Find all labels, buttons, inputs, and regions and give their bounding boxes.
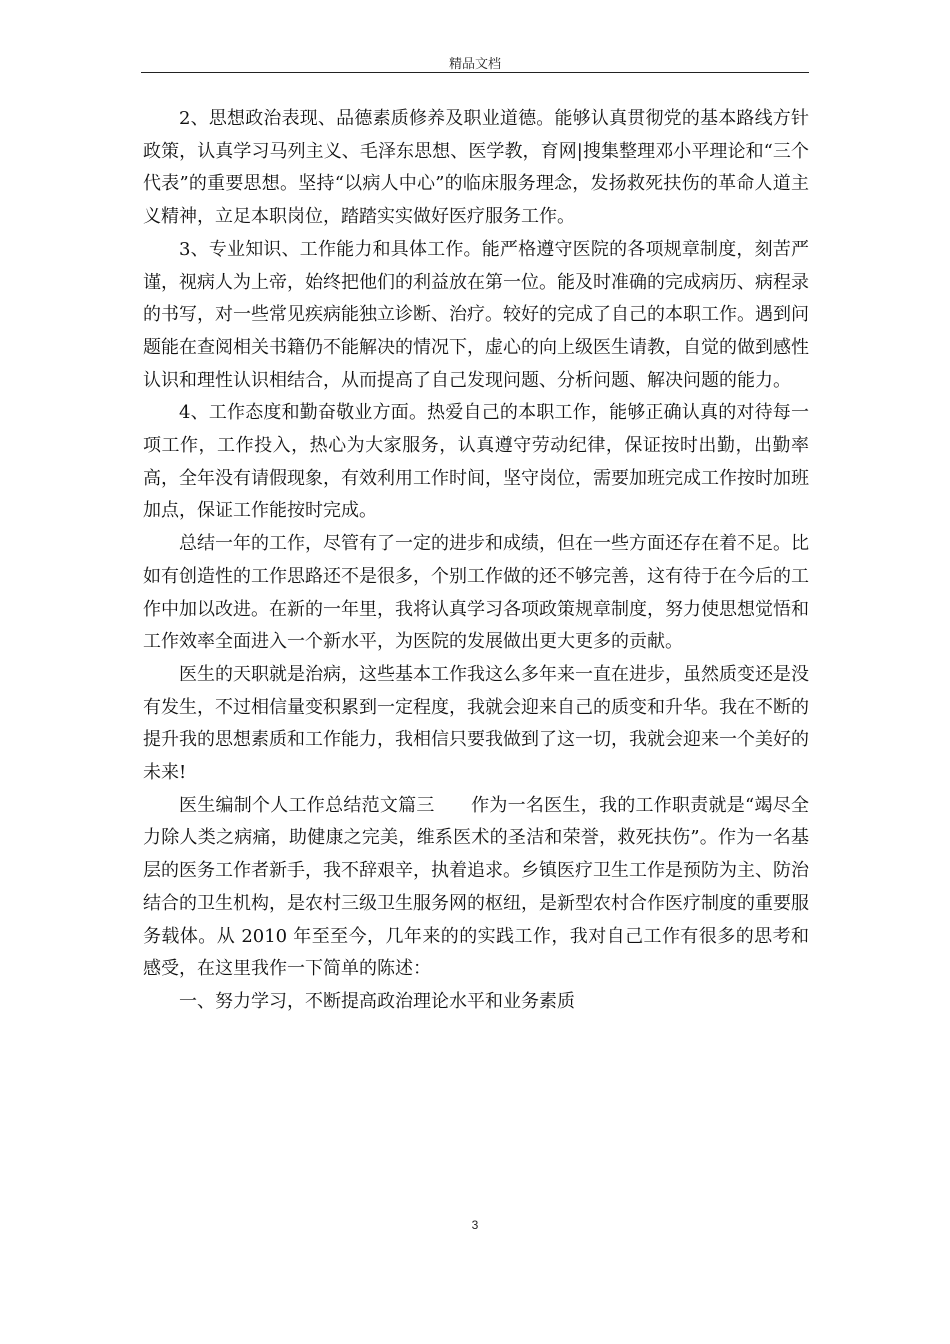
paragraph-work-attitude: 4、工作态度和勤奋敬业方面。热爱自己的本职工作，能够正确认真的对待每一项工作，工作投入，热心为大家服务，认真遵守劳动纪律，保证按时出勤，出勤率高，全年没有请假现象，有效利用工作时间，坚守岗位，需要加班完成工作按时加班加点，保证工作能按时完成。 xyxy=(143,402,809,522)
paragraph-section-heading: 一、努力学习，不断提高政治理论水平和业务素质 xyxy=(179,990,575,1012)
page-header: 精品文档 xyxy=(448,57,501,72)
paragraph-year-summary: 总结一年的工作，尽管有了一定的进步和成绩，但在一些方面还存在着不足。比如有创造性的工作思路还不是很多，个别工作做的还不够完善，这有待于在今后的工作中加以改进。在新的一年里，我将认真学习各项政策规章制度，努力使思想觉悟和工作效率全面进入一个新水平，为医院的发展做出更大更多的贡献。 xyxy=(143,533,809,653)
paragraph-doctor-duty: 医生的天职就是治病，这些基本工作我这么多年来一直在进步，虽然质变还是没有发生，不过相信量变积累到一定程度，我就会迎来自己的质变和升华。我在不断的提升我的思想素质和工作能力，我相信只要我做到了这一切，我就会迎来一个美好的未来! xyxy=(143,663,809,784)
header-divider xyxy=(141,72,809,73)
paragraph-professional-work: 3、专业知识、工作能力和具体工作。能严格遵守医院的各项规章制度，刻苦严谨，视病人为上帝，始终把他们的利益放在第一位。能及时准确的完成病历、病程录的书写，对一些常见疾病能独立诊断、治疗。较好的完成了自己的本职工作。遇到问题能在查阅相关书籍仍不能解决的情况下，虚心的向上级医生请教，自觉的做到感性认识和理性认识相结合，从而提高了自己发现问题、分析问题、解决问题的能力。 xyxy=(143,238,809,391)
paragraph-article-three: 医生编制个人工作总结范文篇三 作为一名医生，我的工作职责就是“竭尽全力除人类之病痛，助健康之完美，维系医术的圣洁和荣誉，救死扶伤”。作为一名基层的医务工作者新手，我不辞艰辛，执着追求。乡镇医疗卫生工作是预防为主、防治结合的卫生机构，是农村三级卫生服务网的枢纽，是新型农村合作医疗制度的重要服务载体。从 2010 年至至今，几年来的的实践工作，我对自己工作有很多的思考和感受，在这里我作一下简单的陈述： xyxy=(143,794,809,980)
document-body xyxy=(143,103,809,1019)
page-number: 3 xyxy=(471,1218,479,1232)
paragraph-political-conduct: 2、思想政治表现、品德素质修养及职业道德。能够认真贯彻党的基本路线方针政策，认真学习马列主义、毛泽东思想、医学教，育网|搜集整理邓小平理论和“三个代表”的重要思想。坚持“以病人中心”的临床服务理念，发扬救死扶伤的革命人道主义精神，立足本职岗位，踏踏实实做好医疗服务工作。 xyxy=(143,108,809,228)
